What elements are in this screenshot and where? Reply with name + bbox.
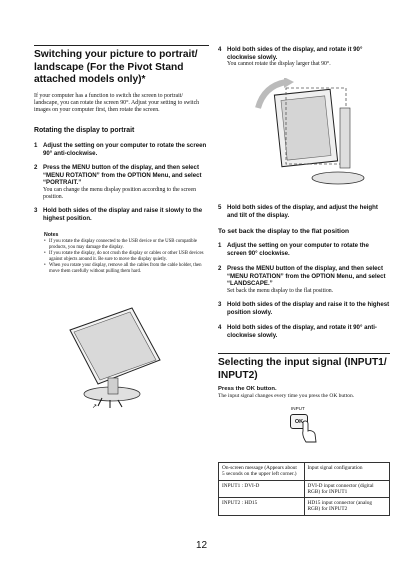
section-title-portrait	[34, 49, 214, 87]
display-raise-illustration	[52, 290, 172, 410]
title-line: Switching your picture to portrait/	[34, 49, 198, 60]
table-header-cell: On-screen message (Appears about 5 seconds on the upper left corner.)	[219, 463, 305, 481]
flat-step-2	[218, 265, 390, 295]
flat-step-4	[218, 324, 390, 339]
display-rotate-illustration	[250, 78, 370, 193]
step-3	[34, 207, 209, 222]
table-header-cell: Input signal configuration	[304, 463, 390, 481]
step-title: Adjust the setting on your computer to rotate the screen 90° clockwise.	[227, 242, 369, 257]
notes-heading: Notes	[44, 232, 59, 238]
title-line: INPUT2)	[218, 369, 258, 381]
title-line: Selecting the input signal (INPUT1/	[218, 357, 387, 368]
step-number: 3	[34, 207, 38, 214]
subheading-flat-position: To set back the display to the flat position	[218, 228, 350, 235]
table-row	[219, 498, 390, 516]
step-title: Hold both sides of the display, and rotate it 90° anti-clockwise slowly.	[227, 324, 377, 339]
table-cell: DVI-D input connector (digital RGB) for INPUT1	[304, 480, 390, 498]
step-number: 4	[218, 46, 222, 53]
input-signal-table	[218, 462, 390, 516]
step-2	[34, 164, 209, 201]
step-number: 5	[218, 204, 222, 211]
note-item: • If you rotate the display connected to the USB device or the USB compatible products, you may damage the display.	[44, 239, 208, 251]
section-title-input-signal	[218, 357, 396, 382]
step-4	[218, 46, 390, 68]
step-desc: You can change the menu display position according to the screen position.	[43, 186, 196, 200]
page-number: 12	[196, 540, 208, 551]
step-number: 2	[34, 164, 38, 171]
flat-step-3	[218, 301, 390, 316]
step-number: 1	[34, 142, 38, 149]
subheading-rotate-portrait: Rotating the display to portrait	[34, 127, 135, 134]
input-label: INPUT	[291, 406, 305, 411]
step-title: Press the MENU button of the display, and then select “MENU ROTATION” from the OPTION Menu, and select “LANDSCAPE.”	[227, 265, 386, 288]
step-desc: Set back the menu display to the flat position.	[227, 287, 334, 294]
press-ok-text: Press the OK button.	[218, 386, 277, 392]
title-line: landscape (For the Pivot Stand	[34, 61, 184, 73]
ok-label: OK	[294, 418, 304, 425]
table-cell: HD15 input connector (analog RGB) for INPUT2	[304, 498, 390, 516]
step-title: Hold both sides of the display and raise it to the highest position slowly.	[227, 301, 390, 316]
input-desc: The input signal changes every time you press the OK button.	[218, 393, 355, 399]
input-title-rule	[218, 353, 390, 354]
notes-list	[44, 239, 208, 274]
left-title-rule	[34, 45, 209, 46]
step-desc: You cannot rotate the display larger that 90°.	[227, 61, 331, 68]
step-title: Hold both sides of the display and raise it slowly to the highest position.	[43, 207, 203, 222]
svg-text:↗: ↗	[92, 404, 98, 410]
flat-step-1	[218, 242, 390, 257]
step-title: Hold both sides of the display, and adjust the height and tilt of the display.	[227, 204, 378, 219]
note-item: • When you rotate your display, remove all the cables from the cable holder, then move them carefully without pulling them hard.	[44, 263, 208, 275]
step-1	[34, 142, 209, 157]
note-item: • If you rotate the display, do not crush the display or cables or other USB devices against objects around it. Be sure to move the display quietly.	[44, 251, 208, 263]
finger-press-icon	[300, 420, 320, 444]
table-cell: INPUT2 : HD15	[219, 498, 305, 516]
step-title: Adjust the setting on your computer to rotate the screen 90° anti-clockwise.	[43, 142, 207, 157]
step-number: 4	[218, 324, 222, 331]
step-title: Press the MENU button of the display, and then select “MENU ROTATION” from the OPTION Menu, and select “PORTRAIT.”	[43, 164, 202, 187]
step-title: Hold both sides of the display, and rotate it 90° clockwise slowly.	[227, 46, 363, 61]
table-header-row	[219, 463, 390, 481]
title-line: attached models only)*	[34, 74, 146, 85]
step-number: 3	[218, 301, 222, 308]
table-cell: INPUT1 : DVI-D	[219, 480, 305, 498]
table-row	[219, 480, 390, 498]
step-5	[218, 204, 390, 219]
step-number: 1	[218, 242, 222, 249]
step-number: 2	[218, 265, 222, 272]
intro-text: If your computer has a function to switch the screen to portrait/ landscape, you can rotate the screen 90°. Adjust your setting to switch images on your computer first, then rotate the screen.	[34, 93, 200, 114]
